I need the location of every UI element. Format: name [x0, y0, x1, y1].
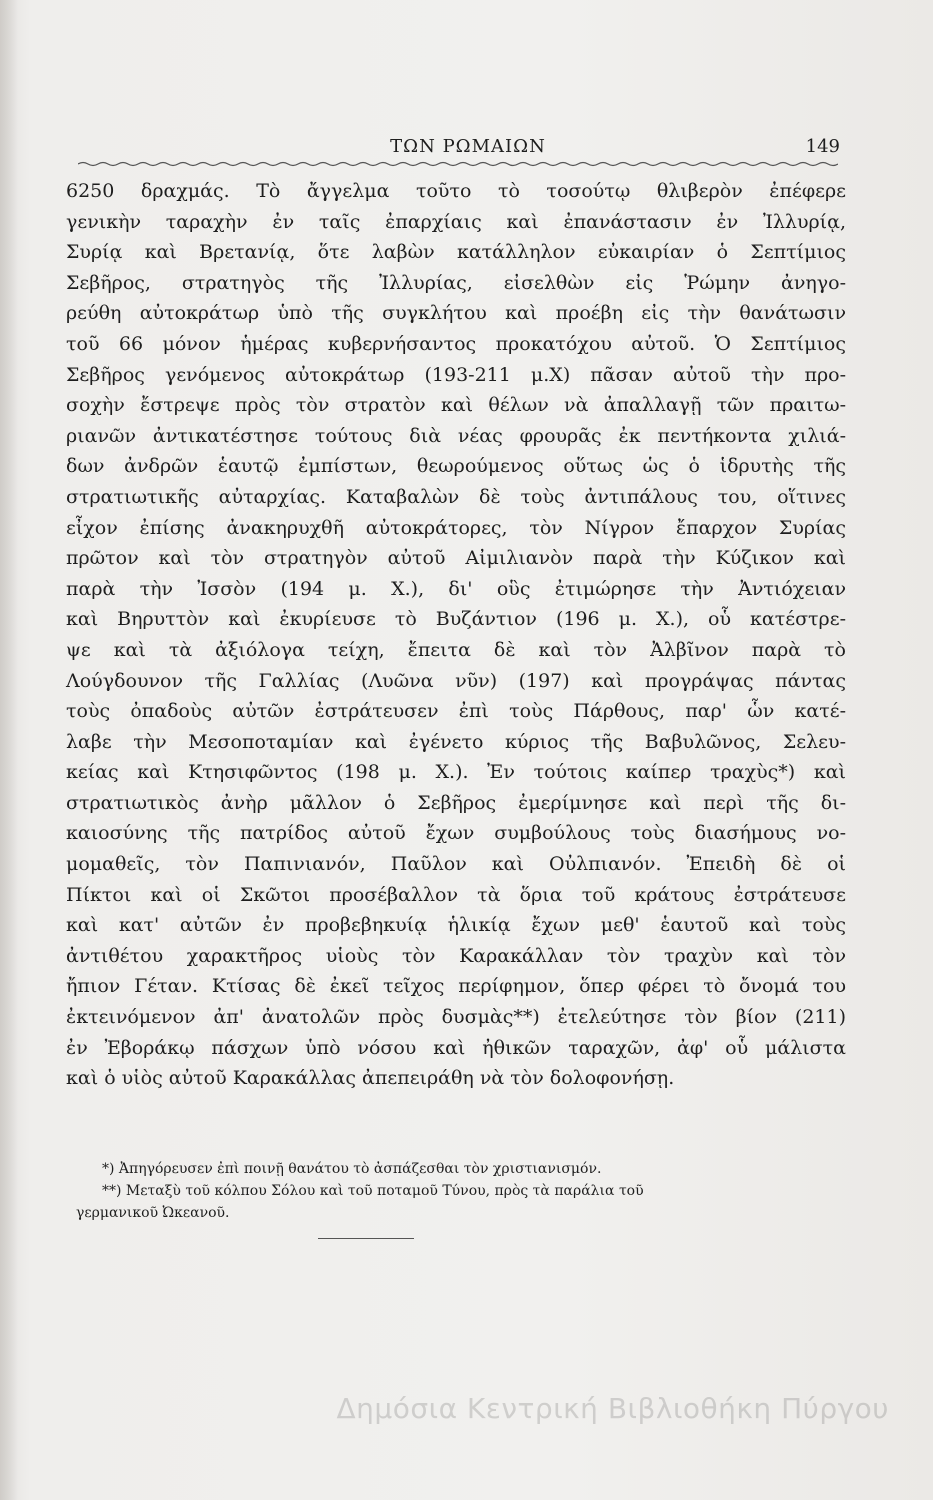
text-line: ἤπιον Γέταν. Κτίσας δὲ ἐκεῖ τεῖχος περίφημον, ὅπερ φέρει τὸ ὄνομά του [66, 975, 846, 998]
text-line: κείας καὶ Κτησιφῶντος (198 μ. Χ.). Ἐν τούτοις καίπερ τραχὺς*) καὶ [66, 761, 846, 784]
text-line: μομαθεῖς, τὸν Παπινιανόν, Παῦλον καὶ Οὐλπιανόν. Ἐπειδὴ δὲ οἱ [66, 853, 846, 876]
end-rule [318, 1238, 414, 1239]
text-line: τοῦ 66 μόνον ἡμέρας κυβερνήσαντος προκατόχου αὐτοῦ. Ὁ Σεπτίμιος [66, 332, 846, 355]
text-line: παρὰ τὴν Ἰσσὸν (194 μ. Χ.), δι' οὓς ἐτιμώρησε τὴν Ἀντιόχειαν [66, 577, 846, 600]
text-line: ἐν Ἐβοράκῳ πάσχων ὑπὸ νόσου καὶ ἠθικῶν ταραχῶν, ἀφ' οὗ μάλιστα [66, 1036, 846, 1059]
text-line: σοχὴν ἔστρεψε πρὸς τὸν στρατὸν καὶ θέλων νὰ ἀπαλλαγῇ τῶν πραιτω- [66, 394, 846, 417]
text-line: ριανῶν ἀντικατέστησε τούτους διὰ νέας φρουρᾶς ἐκ πεντήκοντα χιλιά- [66, 424, 846, 447]
text-line: καὶ κατ' αὐτῶν ἐν προβεβηκυίᾳ ἡλικίᾳ ἔχων μεθ' ἑαυτοῦ καὶ τοὺς [66, 914, 846, 937]
text-line: Λούγδουνον τῆς Γαλλίας (Λυῶνα νῦν) (197) καὶ προγράψας πάντας [66, 669, 846, 692]
text-line: 6250 δραχμάς. Τὸ ἄγγελμα τοῦτο τὸ τοσούτῳ θλιβερὸν ἐπέφερε [66, 180, 846, 202]
text-line: καὶ ὁ υἱὸς αὐτοῦ Καρακάλλας ἀπεπειράθη νὰ τὸν δολοφονήσῃ. [66, 1067, 675, 1090]
text-line: ἀντιθέτου χαρακτῆρος υἱοὺς τὸν Καρακάλλαν τὸν τραχὺν καὶ τὸν [66, 944, 846, 967]
text-line: στρατιωτικὸς ἀνὴρ μᾶλλον ὁ Σεβῆρος ἐμερίμνησε καὶ περὶ τῆς δι- [66, 791, 846, 814]
header-wavy-rule [78, 160, 838, 168]
text-line: Σεβῆρος, στρατηγὸς τῆς Ἰλλυρίας, εἰσελθὼν εἰς Ῥώμην ἀνηγο- [66, 271, 846, 294]
text-line: δων ἀνδρῶν ἑαυτῷ ἐμπίστων, θεωρούμενος οὕτως ὡς ὁ ἱδρυτὴς τῆς [66, 455, 846, 478]
text-line: ρεύθη αὐτοκράτωρ ὑπὸ τῆς συγκλήτου καὶ προέβη εἰς τὴν θανάτωσιν [66, 302, 846, 325]
running-title: ΤΩΝ ΡΩΜΑΙΩΝ [390, 136, 546, 157]
text-line: Συρίᾳ καὶ Βρετανίᾳ, ὅτε λαβὼν κατάλληλον εὐκαιρίαν ὁ Σεπτίμιος [66, 241, 846, 264]
library-watermark: Δημόσια Κεντρική Βιβλιοθήκη Πύργου [336, 1392, 889, 1425]
text-line: στρατιωτικῆς αὐταρχίας. Καταβαλὼν δὲ τοὺς ἀντιπάλους του, οἵτινες [66, 485, 846, 508]
footnote-2: **) Μεταξὺ τοῦ κόλπου Σόλου καὶ τοῦ ποταμοῦ Τύνου, πρὸς τὰ παράλια τοῦ [102, 1183, 644, 1199]
body-text [66, 176, 846, 1094]
text-line: καὶ Βηρυττὸν καὶ ἐκυρίευσε τὸ Βυζάντιον (196 μ. Χ.), οὗ κατέστρε- [66, 608, 846, 631]
text-line: ἐκτεινόμενον ἀπ' ἀνατολῶν πρὸς δυσμὰς**) ἐτελεύτησε τὸν βίον (211) [66, 1006, 846, 1029]
footnote-1: *) Ἀπηγόρευσεν ἐπὶ ποινῇ θανάτου τὸ ἀσπάζεσθαι τὸν χριστιανισμόν. [102, 1161, 602, 1177]
text-line: εἶχον ἐπίσης ἀνακηρυχθῆ αὐτοκράτορες, τὸν Νίγρον ἔπαρχον Συρίας [66, 516, 846, 539]
text-line: τοὺς ὀπαδοὺς αὐτῶν ἐστράτευσεν ἐπὶ τοὺς Πάρθους, παρ' ὧν κατέ- [66, 700, 846, 723]
page-number: 149 [805, 136, 840, 157]
text-line: λαβε τὴν Μεσοποταμίαν καὶ ἐγένετο κύριος τῆς Βαβυλῶνος, Σελευ- [66, 730, 846, 753]
footnote-2-continued: γερμανικοῦ Ὠκεανοῦ. [76, 1205, 230, 1221]
text-line: πρῶτον καὶ τὸν στρατηγὸν αὐτοῦ Αἰμιλιανὸν παρὰ τὴν Κύζικον καὶ [66, 547, 846, 570]
page-header [88, 136, 840, 162]
text-line: γενικὴν ταραχὴν ἐν ταῖς ἐπαρχίαις καὶ ἐπανάστασιν ἐν Ἰλλυρίᾳ, [66, 210, 846, 233]
page-gutter-shadow [0, 0, 18, 1500]
footnotes [66, 1158, 846, 1224]
text-line: Πίκτοι καὶ οἱ Σκῶτοι προσέβαλλον τὰ ὅρια τοῦ κράτους ἐστράτευσε [66, 883, 846, 906]
text-line: Σεβῆρος γενόμενος αὐτοκράτωρ (193-211 μ.Χ) πᾶσαν αὐτοῦ τὴν προ- [66, 363, 846, 386]
text-line: ψε καὶ τὰ ἀξιόλογα τείχη, ἔπειτα δὲ καὶ τὸν Ἀλβῖνον παρὰ τὸ [66, 638, 846, 661]
text-line: καιοσύνης τῆς πατρίδος αὐτοῦ ἔχων συμβούλους τοὺς διασήμους νο- [66, 822, 846, 845]
